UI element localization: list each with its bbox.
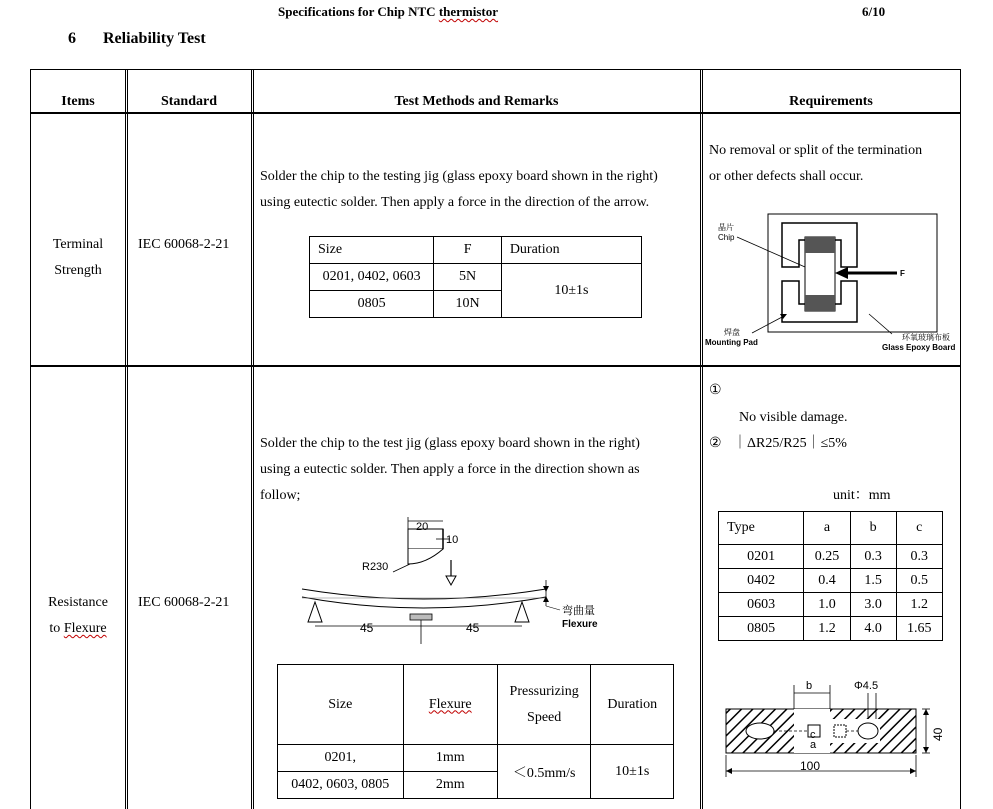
board-length-arrow-right <box>910 768 916 774</box>
span-right-label: 45 <box>466 621 480 635</box>
terminal-method-text <box>260 164 658 216</box>
table-left-border <box>30 69 31 809</box>
terminal-requirement <box>709 138 922 190</box>
terminal-method-line2: using eutectic solder. Then apply a force in the direction of the arrow. <box>260 195 650 210</box>
dim-a: 1.0 <box>804 593 850 617</box>
dim-type: 0402 <box>719 569 804 593</box>
column-divider-1 <box>125 69 126 809</box>
board-leader-line <box>869 314 892 334</box>
terminal-table-header-duration: Duration <box>501 237 641 264</box>
terminal-force-0: 5N <box>434 264 501 291</box>
dim-c: 1.65 <box>896 617 942 641</box>
dim-header-type: Type <box>719 512 804 545</box>
flexure-table-header-speed-line2: Speed <box>527 709 562 725</box>
force-arrow-head <box>835 267 848 279</box>
dim-c: 1.2 <box>896 593 942 617</box>
pad-label-cn: 焊盘 <box>724 328 740 337</box>
flexure-method-text <box>260 431 640 509</box>
req-mark-2: ② <box>709 436 722 451</box>
board-dim-a-label: a <box>810 739 817 751</box>
terminal-requirement-line2: or other defects shall occur. <box>709 169 864 184</box>
chip-terminal-bottom <box>805 295 835 311</box>
header-items: Items <box>61 94 95 109</box>
flexure-method-line3: follow; <box>260 488 301 503</box>
section-number: 6 <box>68 30 76 47</box>
terminal-force-1: 10N <box>434 291 501 318</box>
force-down-arrow <box>446 576 456 585</box>
document-title-prefix: Specifications for Chip NTC <box>278 4 439 19</box>
dim-a: 0.4 <box>804 569 850 593</box>
table-row <box>719 545 943 569</box>
chip-label-cn: 晶片 <box>718 223 734 232</box>
terminal-size-0: 0201, 0402, 0603 <box>310 264 434 291</box>
unit-label: unit：mm <box>833 488 891 503</box>
table-row <box>719 617 943 641</box>
req-text-1: No visible damage. <box>739 410 848 425</box>
document-title <box>278 4 498 20</box>
document-title-word: thermistor <box>438 4 499 19</box>
terminal-duration: 10±1s <box>501 264 641 318</box>
flexure-item-line1: Resistance <box>48 595 108 610</box>
board-label-en: Glass Epoxy Board <box>882 343 956 352</box>
section-title: Reliability Test <box>103 30 206 47</box>
terminal-item-line1: Terminal <box>52 237 104 252</box>
terminal-size-1: 0805 <box>310 291 434 318</box>
dim-header-b: b <box>850 512 896 545</box>
flexure-size-0: 0201, <box>278 745 404 772</box>
flexure-item-label <box>30 590 126 642</box>
board-dim-b-label: b <box>806 680 813 692</box>
column-divider-2b <box>253 69 254 809</box>
pad-leader-arrow <box>780 314 787 319</box>
right-support <box>515 602 529 622</box>
terminal-requirement-line1: No removal or split of the termination <box>709 143 923 158</box>
board-height-arrow-bottom <box>923 747 929 753</box>
column-divider-3b <box>702 69 703 809</box>
radius-leader <box>393 564 410 572</box>
column-divider-2 <box>251 69 252 809</box>
table-row <box>719 569 943 593</box>
board-curve-top <box>302 589 546 599</box>
header-methods: Test Methods and Remarks <box>394 94 559 109</box>
terminal-table-header-size: Size <box>310 237 434 264</box>
chip-leader-line <box>737 237 805 267</box>
force-label: F <box>900 269 905 278</box>
terminal-item-line2: Strength <box>54 263 102 278</box>
span-left-label: 45 <box>360 621 374 635</box>
dim-a: 1.2 <box>804 617 850 641</box>
flexure-item-line2 <box>30 616 126 642</box>
dim-b: 1.5 <box>850 569 896 593</box>
board-phi-label: Φ4.5 <box>854 680 879 692</box>
flexure-method-line1: Solder the chip to the test jig (glass epoxy board shown in the right) <box>260 436 640 451</box>
left-support <box>308 602 322 622</box>
flexure-table <box>277 664 674 799</box>
dim-10-label: 10 <box>446 534 459 546</box>
column-divider-1b <box>127 69 128 809</box>
hole-left <box>746 723 774 739</box>
terminal-standard: IEC 60068-2-21 <box>138 237 230 252</box>
dim-b: 0.3 <box>850 545 896 569</box>
page-number: 6/10 <box>862 4 886 19</box>
req-text-2: ｜ΔR25/R25｜≤5% <box>733 436 847 451</box>
dim-c: 0.3 <box>896 545 942 569</box>
flexure-method-line2: using a eutectic solder. Then apply a force in the direction shown as <box>260 462 640 477</box>
flexure-table-header-size: Size <box>278 665 404 745</box>
flexure-amount-0: 1mm <box>403 745 497 772</box>
terminal-item-label <box>30 232 126 284</box>
flexure-test-diagram <box>298 514 608 644</box>
req-mark-1: ① <box>709 383 722 398</box>
dim-header-c: c <box>896 512 942 545</box>
dim-c: 0.5 <box>896 569 942 593</box>
press-jig-radius <box>408 549 443 564</box>
flexure-table-header-speed <box>497 665 591 745</box>
board-height-arrow-top <box>923 709 929 715</box>
table-row <box>278 745 674 772</box>
table-row <box>719 593 943 617</box>
terminal-strength-diagram <box>704 210 958 355</box>
pad-land-right <box>834 725 846 737</box>
table-row <box>310 264 642 291</box>
column-divider-3 <box>700 69 701 809</box>
terminal-size-table <box>309 236 642 318</box>
board-height-label: 40 <box>931 727 945 741</box>
dim-type: 0201 <box>719 545 804 569</box>
dim-a: 0.25 <box>804 545 850 569</box>
flexure-item-line2-word: Flexure <box>63 621 107 636</box>
hole-right <box>858 723 878 739</box>
flexure-label-en: Flexure <box>562 619 598 630</box>
flexure-table-header-duration: Duration <box>591 665 674 745</box>
row-separator <box>30 365 961 367</box>
flexure-label-cn: 弯曲量 <box>562 605 595 617</box>
chip-label-en: Chip <box>718 233 735 242</box>
header-requirements: Requirements <box>789 94 873 109</box>
chip-terminal-top <box>805 237 835 253</box>
flexure-item-line2-prefix: to <box>49 621 64 636</box>
dim-20-label: 20 <box>416 521 429 533</box>
board-dim-c-label: c <box>810 729 816 741</box>
board-length-label: 100 <box>800 759 821 773</box>
terminal-method-line1: Solder the chip to the testing jig (glass epoxy board shown in the right) <box>260 169 658 184</box>
table-right-border <box>960 69 961 809</box>
dimension-table <box>718 511 943 641</box>
flexure-speed: ＜0.5mm/s <box>497 745 591 799</box>
board-label-cn: 环氧玻璃布板 <box>902 333 950 342</box>
pad-label-en: Mounting Pad <box>705 338 758 347</box>
board-length-arrow-left <box>726 768 732 774</box>
flexure-table-header-speed-line1: Pressurizing <box>509 683 579 699</box>
flexure-table-header-flexure: Flexure <box>428 696 472 712</box>
test-board-diagram <box>718 675 950 785</box>
flexure-amount-1: 2mm <box>403 772 497 799</box>
radius-label: R230 <box>362 561 389 573</box>
dim-b: 3.0 <box>850 593 896 617</box>
dim-type: 0805 <box>719 617 804 641</box>
header-separator <box>30 112 961 114</box>
dim-type: 0603 <box>719 593 804 617</box>
flexure-table-header-flexure-cell <box>403 665 497 745</box>
table-top-border <box>30 69 961 70</box>
header-standard: Standard <box>160 94 218 109</box>
dim-b: 4.0 <box>850 617 896 641</box>
dim-header-a: a <box>804 512 850 545</box>
flexure-standard: IEC 60068-2-21 <box>138 595 230 610</box>
flexure-label-leader <box>546 606 560 610</box>
terminal-table-header-f: F <box>434 237 501 264</box>
flexure-size-1: 0402, 0603, 0805 <box>278 772 404 799</box>
flexure-duration: 10±1s <box>591 745 674 799</box>
chip-under-board <box>410 614 432 620</box>
